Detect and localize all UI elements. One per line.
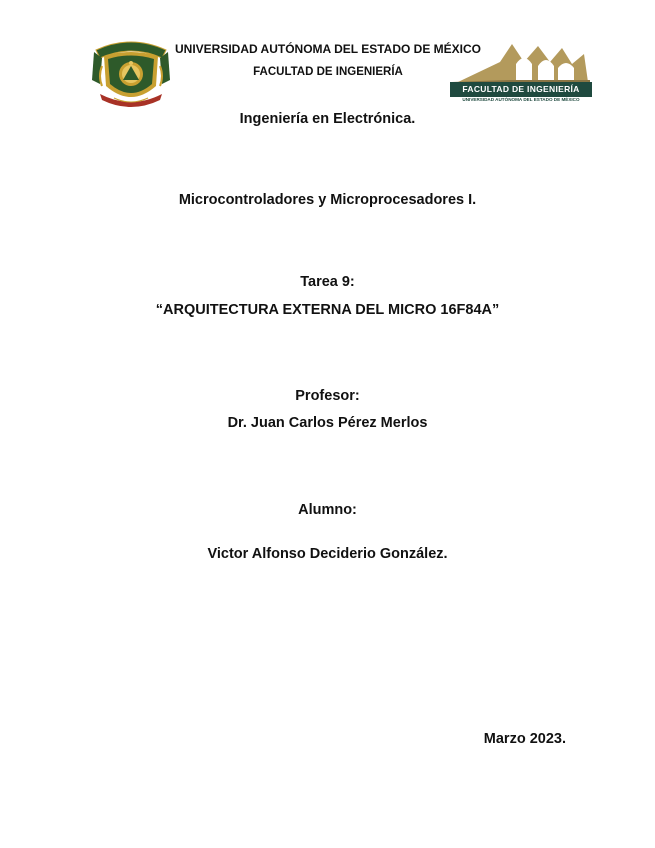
task-title: “ARQUITECTURA EXTERNA DEL MICRO 16F84A”: [155, 302, 500, 318]
professor-name: Dr. Juan Carlos Pérez Merlos: [227, 415, 428, 431]
professor-label: Profesor:: [295, 388, 360, 404]
faculty-logo-banner: FACULTAD DE INGENIERÍA: [450, 82, 592, 97]
student-name: Victor Alfonso Deciderio González.: [207, 546, 448, 562]
faculty-logo-subtext: UNIVERSIDAD AUTÓNOMA DEL ESTADO DE MÉXICO: [462, 97, 580, 102]
task-label: Tarea 9:: [300, 274, 355, 290]
faculty-name: FACULTAD DE INGENIERÍA: [253, 66, 403, 78]
faculty-of-engineering-logo-icon: [450, 40, 592, 104]
university-name: UNIVERSIDAD AUTÓNOMA DEL ESTADO DE MÉXICO: [174, 42, 482, 56]
course-title: Microcontroladores y Microprocesadores I.: [178, 192, 477, 208]
document-date: Marzo 2023.: [483, 731, 566, 747]
career-title: Ingeniería en Electrónica.: [239, 111, 416, 127]
student-label: Alumno:: [298, 502, 357, 518]
